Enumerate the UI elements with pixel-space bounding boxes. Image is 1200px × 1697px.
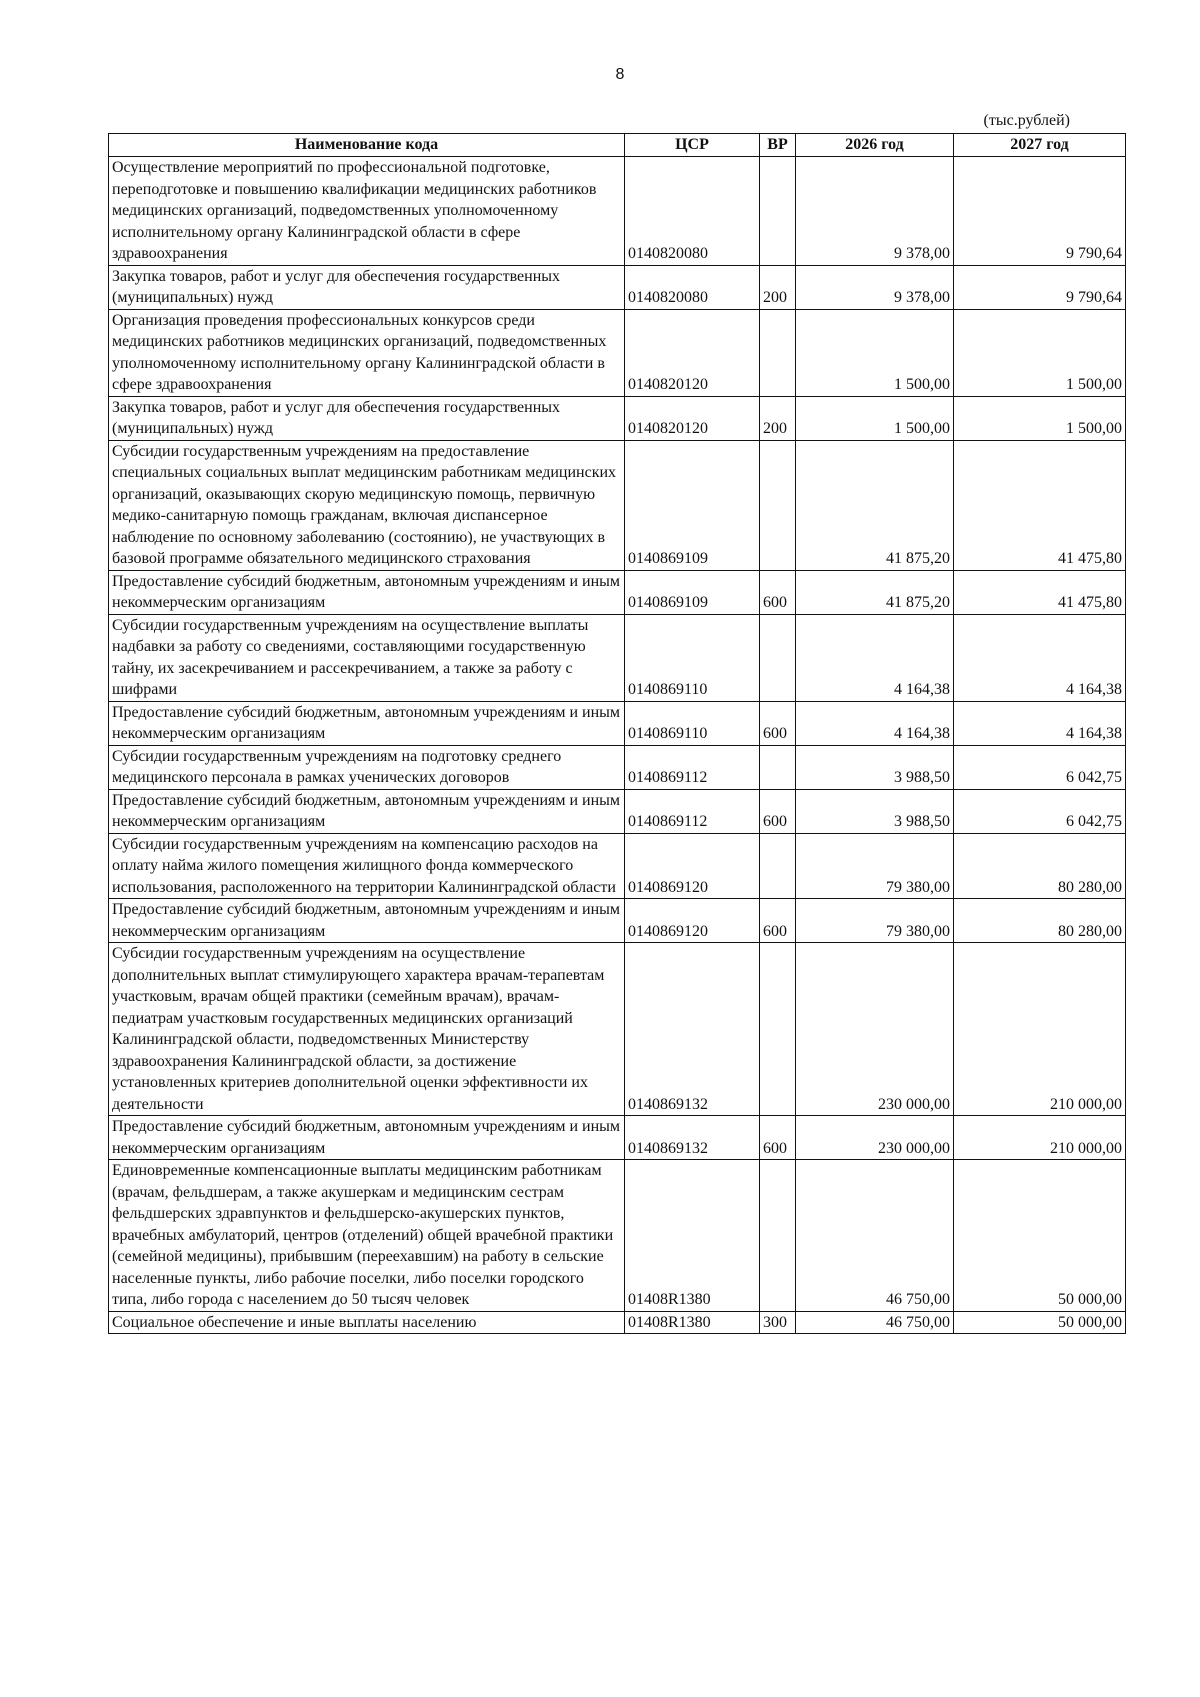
row-2026: 1 500,00 <box>796 309 954 396</box>
row-2026: 41 875,20 <box>796 570 954 614</box>
row-vr <box>760 745 796 789</box>
row-vr: 200 <box>760 396 796 440</box>
row-2027: 41 475,80 <box>954 440 1126 570</box>
page-number: 8 <box>615 66 625 83</box>
row-name: Единовременные компенсационные выплаты медицинским работникам (врачам, фельдшерам, а также акушеркам и медицинским сестрам фельдшерских здравпунктов и фельдшерско-акушерских пунктов, врачебных амбулаторий, центров (отделений) общей врачебной практики (семейной медицины), прибывшим (переехавшим) на работу в сельские населенные пункты, либо рабочие поселки, либо поселки городского типа, либо города с населением до 50 тысяч человек <box>109 1160 625 1312</box>
row-name: Предоставление субсидий бюджетным, автономным учреждениям и иным некоммерческим организациям <box>109 570 625 614</box>
row-name: Субсидии государственным учреждениям на компенсацию расходов на оплату найма жилого помещения жилищного фонда коммерческого использования, расположенного на территории Калининградской области <box>109 833 625 899</box>
row-name: Предоставление субсидий бюджетным, автономным учреждениям и иным некоммерческим организациям <box>109 789 625 833</box>
row-name: Предоставление субсидий бюджетным, автономным учреждениям и иным некоммерческим организациям <box>109 701 625 745</box>
row-2026: 230 000,00 <box>796 1116 954 1160</box>
row-vr: 200 <box>760 265 796 309</box>
row-vr: 300 <box>760 1311 796 1334</box>
row-csr: 0140869110 <box>625 614 760 701</box>
table-row <box>109 1160 1126 1312</box>
row-2026: 3 988,50 <box>796 789 954 833</box>
row-2027: 9 790,64 <box>954 157 1126 266</box>
row-vr: 600 <box>760 701 796 745</box>
table-row <box>109 789 1126 833</box>
row-name: Социальное обеспечение и иные выплаты населению <box>109 1311 625 1334</box>
header-csr: ЦСР <box>625 134 760 157</box>
header-vr: ВР <box>760 134 796 157</box>
row-name: Субсидии государственным учреждениям на предоставление специальных социальных выплат медицинским работникам медицинских организаций, оказывающих скорую медицинскую помощь, первичную медико-санитарную помощь гражданам, включая диспансерное наблюдение по основному заболеванию (состоянию), не участвующих в базовой программе обязательного медицинского страхования <box>109 440 625 570</box>
row-csr: 0140869120 <box>625 899 760 943</box>
header-name: Наименование кода <box>109 134 625 157</box>
row-csr: 0140869109 <box>625 570 760 614</box>
row-2027: 41 475,80 <box>954 570 1126 614</box>
row-csr: 0140869109 <box>625 440 760 570</box>
table-row <box>109 614 1126 701</box>
row-vr: 600 <box>760 789 796 833</box>
row-2026: 79 380,00 <box>796 833 954 899</box>
row-2026: 46 750,00 <box>796 1160 954 1312</box>
row-2026: 4 164,38 <box>796 701 954 745</box>
row-csr: 0140820120 <box>625 309 760 396</box>
header-2027: 2027 год <box>954 134 1126 157</box>
table-row <box>109 701 1126 745</box>
row-name: Осуществление мероприятий по профессиональной подготовке, переподготовке и повышению квалификации медицинских работников медицинских организаций, подведомственных уполномоченному исполнительному органу Калининградской области в сфере здравоохранения <box>109 157 625 266</box>
row-2026: 46 750,00 <box>796 1311 954 1334</box>
row-name: Закупка товаров, работ и услуг для обеспечения государственных (муниципальных) нужд <box>109 265 625 309</box>
row-vr: 600 <box>760 570 796 614</box>
row-name: Субсидии государственным учреждениям на осуществление выплаты надбавки за работу со сведениями, составляющими государственную тайну, их засекречиванием и рассекречиванием, а также за работу с шифрами <box>109 614 625 701</box>
row-vr: 600 <box>760 899 796 943</box>
row-2026: 79 380,00 <box>796 899 954 943</box>
table-row <box>109 745 1126 789</box>
row-vr <box>760 943 796 1116</box>
row-2026: 41 875,20 <box>796 440 954 570</box>
row-2027: 80 280,00 <box>954 899 1126 943</box>
header-2026: 2026 год <box>796 134 954 157</box>
row-name: Организация проведения профессиональных конкурсов среди медицинских работников медицинских организаций, подведомственных уполномоченному исполнительному органу Калининградской области в сфере здравоохранения <box>109 309 625 396</box>
row-2026: 1 500,00 <box>796 396 954 440</box>
row-vr <box>760 309 796 396</box>
row-name: Субсидии государственным учреждениям на подготовку среднего медицинского персонала в рамках ученических договоров <box>109 745 625 789</box>
row-name: Субсидии государственным учреждениям на осуществление дополнительных выплат стимулирующего характера врачам-терапевтам участковым, врачам общей практики (семейным врачам), врачам-педиатрам участковым государственных медицинских организаций Калининградской области, подведомственных Министерству здравоохранения Калининградской области, за достижение установленных критериев дополнительной оценки эффективности их деятельности <box>109 943 625 1116</box>
units-label: (тыс.рублей) <box>983 112 1070 129</box>
row-csr: 0140820080 <box>625 265 760 309</box>
row-2026: 230 000,00 <box>796 943 954 1116</box>
row-csr: 0140869132 <box>625 1116 760 1160</box>
row-csr: 0140820120 <box>625 396 760 440</box>
row-vr: 600 <box>760 1116 796 1160</box>
row-2027: 6 042,75 <box>954 789 1126 833</box>
row-2026: 9 378,00 <box>796 265 954 309</box>
row-2026: 4 164,38 <box>796 614 954 701</box>
row-csr: 0140869112 <box>625 745 760 789</box>
row-csr: 0140869132 <box>625 943 760 1116</box>
table-header-row <box>109 134 1126 157</box>
row-2026: 3 988,50 <box>796 745 954 789</box>
row-2027: 4 164,38 <box>954 614 1126 701</box>
row-2027: 50 000,00 <box>954 1160 1126 1312</box>
row-2027: 210 000,00 <box>954 943 1126 1116</box>
row-csr: 0140869110 <box>625 701 760 745</box>
row-2027: 4 164,38 <box>954 701 1126 745</box>
row-2027: 80 280,00 <box>954 833 1126 899</box>
row-vr <box>760 614 796 701</box>
row-name: Закупка товаров, работ и услуг для обеспечения государственных (муниципальных) нужд <box>109 396 625 440</box>
row-vr <box>760 1160 796 1312</box>
row-csr: 01408R1380 <box>625 1160 760 1312</box>
table-row <box>109 1311 1126 1334</box>
table-row <box>109 833 1126 899</box>
table-row <box>109 440 1126 570</box>
row-name: Предоставление субсидий бюджетным, автономным учреждениям и иным некоммерческим организациям <box>109 1116 625 1160</box>
row-2027: 1 500,00 <box>954 309 1126 396</box>
row-csr: 0140869112 <box>625 789 760 833</box>
row-2027: 50 000,00 <box>954 1311 1126 1334</box>
row-2027: 9 790,64 <box>954 265 1126 309</box>
row-vr <box>760 157 796 266</box>
row-2027: 210 000,00 <box>954 1116 1126 1160</box>
row-name: Предоставление субсидий бюджетным, автономным учреждениям и иным некоммерческим организациям <box>109 899 625 943</box>
budget-table <box>108 133 1126 1334</box>
table-row <box>109 1116 1126 1160</box>
row-vr <box>760 440 796 570</box>
row-2027: 1 500,00 <box>954 396 1126 440</box>
row-vr <box>760 833 796 899</box>
row-2026: 9 378,00 <box>796 157 954 266</box>
row-csr: 0140820080 <box>625 157 760 266</box>
table-row <box>109 309 1126 396</box>
row-2027: 6 042,75 <box>954 745 1126 789</box>
table-row <box>109 157 1126 266</box>
row-csr: 01408R1380 <box>625 1311 760 1334</box>
table-row <box>109 396 1126 440</box>
table-row <box>109 265 1126 309</box>
table-row <box>109 943 1126 1116</box>
table-row <box>109 570 1126 614</box>
row-csr: 0140869120 <box>625 833 760 899</box>
table-row <box>109 899 1126 943</box>
